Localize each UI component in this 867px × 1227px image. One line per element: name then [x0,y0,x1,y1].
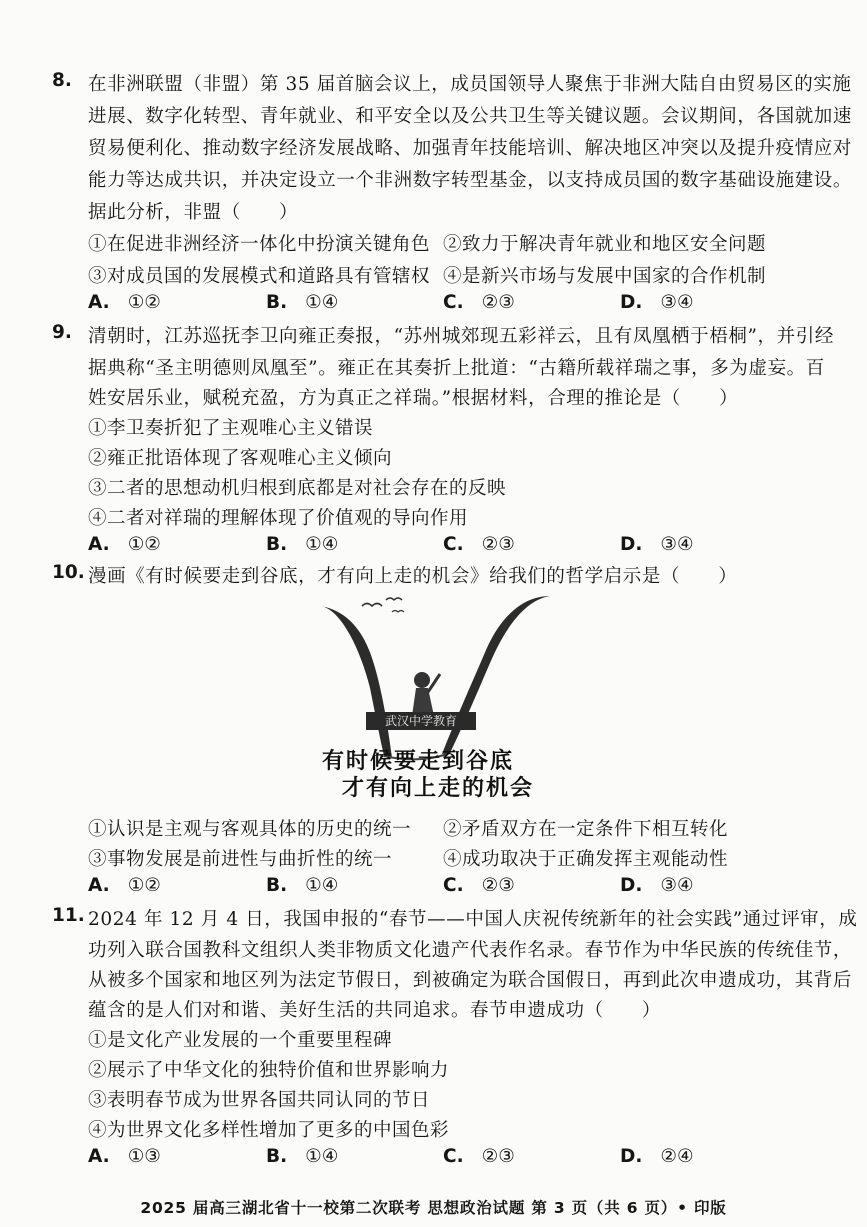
question-11-line-1: 2024 年 12 月 4 日，我国申报的“春节——中国人庆祝传统新年的社会实践”通过评审，成 [88,909,858,930]
question-9-line-3: 姓安居乐业，赋税充盈，方为真正之祥瑞。”根据材料，合理的推论是（ ） [88,388,739,409]
question-8-line-4: 能力等达成共识，并决定设立一个非洲数字转型基金，以支持成员国的数字基础设施建设。 [88,170,853,191]
question-9-option-3: ③二者的思想动机归根到底都是对社会存在的反映 [88,478,507,499]
choice-letter: D. [620,534,643,555]
choice-text: ③④ [660,875,694,896]
choice-text: ③④ [660,292,694,313]
question-8-option-3: ③对成员国的发展模式和道路具有管辖权 [88,266,431,287]
question-10-choice-a [88,875,161,896]
question-11-line-2: 功列入联合国教科文组织人类非物质文化遗产代表作名录。春节作为中华民族的传统佳节， [88,940,853,961]
choice-text: ②④ [660,1146,694,1167]
choice-text: ①② [127,292,161,313]
question-11-choice-c [443,1146,515,1167]
question-11-option-2: ②展示了中华文化的独特价值和世界影响力 [88,1060,450,1081]
choice-text: ①④ [305,534,339,555]
question-8-choice-c [443,292,515,313]
choice-text: ②③ [481,534,515,555]
choice-letter: C. [443,534,464,555]
choice-text: ①② [127,534,161,555]
question-11-number: 11. [52,905,85,926]
question-8-line-5: 据此分析，非盟（ ） [88,202,299,223]
cartoon-caption-line-2: 才有向上走的机会 [342,775,535,801]
choice-letter: B. [266,534,288,555]
question-9-choice-c [443,534,515,555]
choice-letter: B. [266,292,288,313]
question-8-option-2: ②致力于解决青年就业和地区安全问题 [443,234,767,255]
question-10-number: 10. [52,562,85,583]
question-10-option-3: ③事物发展是前进性与曲折性的统一 [88,849,393,870]
question-9-number: 9. [52,322,72,343]
question-8-choice-d [620,292,694,313]
choice-text: ①② [127,875,161,896]
question-11-line-3: 从被多个国家和地区列为法定节假日，到被确定为联合国假日，再到此次申遗成功，其背后 [88,970,853,991]
question-9-choice-d [620,534,694,555]
person-head [414,672,430,688]
question-8-option-4: ④是新兴市场与发展中国家的合作机制 [443,266,767,287]
bird-icon [392,611,404,613]
choice-text: ②③ [481,292,515,313]
question-9-choice-b [266,534,338,555]
question-10-choice-b [266,875,338,896]
choice-text: ①④ [305,875,339,896]
choice-letter: B. [266,875,288,896]
choice-letter: A. [88,534,110,555]
watermark-text: 武汉中学教育 [366,712,476,730]
question-10-choice-d [620,875,694,896]
question-10-option-2: ②矛盾双方在一定条件下相互转化 [443,819,729,840]
question-10-option-1: ①认识是主观与客观具体的历史的统一 [88,819,412,840]
choice-text: ①③ [127,1146,161,1167]
person-arm [428,674,440,692]
question-8-line-3: 贸易便利化、推动数字经济发展战略、加强青年技能培训、解决地区冲突以及提升疫情应对 [88,138,853,159]
question-11-choice-a [88,1146,161,1167]
question-10-choice-c [443,875,515,896]
choice-letter: D. [620,1146,643,1167]
choice-letter: D. [620,875,643,896]
choice-text: ①④ [305,292,339,313]
question-8-choice-b [266,292,338,313]
question-9-line-2: 据典称“圣主明德则凤凰至”。雍正在其奏折上批道：“古籍所载祥瑞之事，多为虚妄。百 [88,358,825,379]
choice-letter: A. [88,292,110,313]
question-11-option-3: ③表明春节成为世界各国共同认同的节日 [88,1090,431,1111]
choice-text: ②③ [481,875,515,896]
question-8-option-1: ①在促进非洲经济一体化中扮演关键角色 [88,234,431,255]
question-8-choice-a [88,292,161,313]
choice-letter: A. [88,875,110,896]
question-8-line-1: 在非洲联盟（非盟）第 35 届首脑会议上，成员国领导人聚焦于非洲大陆自由贸易区的实施 [88,74,852,95]
question-11-choice-b [266,1146,338,1167]
question-9-option-2: ②雍正批语体现了客观唯心主义倾向 [88,448,393,469]
cartoon-caption-line-1: 有时候要走到谷底 [322,748,515,774]
question-9-line-1: 清朝时，江苏巡抚李卫向雍正奏报，“苏州城郊现五彩祥云，且有凤凰栖于梧桐”，并引经 [88,326,834,347]
question-11-line-4: 蕴含的是人们对和谐、美好生活的共同追求。春节申遗成功（ ） [88,1000,662,1021]
question-9-option-1: ①李卫奏折犯了主观唯心主义错误 [88,418,374,439]
choice-letter: B. [266,1146,288,1167]
choice-letter: C. [443,292,464,313]
question-9-option-4: ④二者对祥瑞的理解体现了价值观的导向作用 [88,508,469,529]
choice-letter: C. [443,875,464,896]
question-11-choice-d [620,1146,694,1167]
left-cliff [320,606,392,758]
question-8-line-2: 进展、数字化转型、青年就业、和平安全以及公共卫生等关键议题。会议期间，各国就加速 [88,106,853,127]
choice-letter: A. [88,1146,110,1167]
choice-text: ①④ [305,1146,339,1167]
choice-letter: C. [443,1146,464,1167]
question-11-option-4: ④为世界文化多样性增加了更多的中国色彩 [88,1120,450,1141]
right-cliff [442,596,550,754]
choice-letter: D. [620,292,643,313]
question-10-option-4: ④成功取决于正确发挥主观能动性 [443,849,729,870]
question-8-number: 8. [52,70,72,91]
question-10-line-1: 漫画《有时候要走到谷底，才有向上走的机会》给我们的哲学启示是（ ） [88,566,738,587]
question-11-option-1: ①是文化产业发展的一个重要里程碑 [88,1030,393,1051]
bird-icon [362,604,382,607]
choice-text: ②③ [481,1146,515,1167]
choice-text: ③④ [660,534,694,555]
question-9-choice-a [88,534,161,555]
page-footer: 2025 届高三湖北省十一校第二次联考 思想政治试题 第 3 页（共 6 页）• 印版 [140,1199,727,1217]
bird-icon [386,598,402,600]
